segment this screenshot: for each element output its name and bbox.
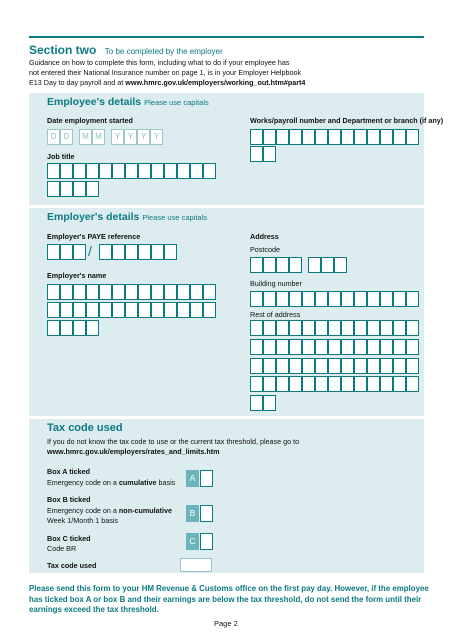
entry-box[interactable] xyxy=(354,320,367,336)
entry-box[interactable] xyxy=(367,339,380,355)
entry-box[interactable] xyxy=(406,339,419,355)
entry-box[interactable] xyxy=(341,320,354,336)
entry-box[interactable] xyxy=(86,302,99,318)
paye-box[interactable] xyxy=(99,244,112,260)
date-box-y1[interactable]: Y xyxy=(111,129,124,145)
entry-box[interactable] xyxy=(276,291,289,307)
entry-box[interactable] xyxy=(406,129,419,145)
box-a-letter: A xyxy=(186,470,199,487)
rest-of-address-row-2[interactable] xyxy=(250,339,419,356)
entry-box[interactable] xyxy=(47,320,60,336)
entry-box[interactable] xyxy=(125,302,138,318)
entry-box[interactable] xyxy=(328,376,341,392)
entry-box[interactable] xyxy=(250,146,263,162)
employer-details-title xyxy=(47,211,207,223)
entry-box[interactable] xyxy=(302,129,315,145)
employee-details-heading: Employee's details xyxy=(47,96,142,108)
entry-box[interactable] xyxy=(341,339,354,355)
entry-box[interactable] xyxy=(380,291,393,307)
entry-box[interactable] xyxy=(47,163,60,179)
entry-box[interactable] xyxy=(263,291,276,307)
entry-box[interactable] xyxy=(328,129,341,145)
entry-box[interactable] xyxy=(203,284,216,300)
entry-box[interactable] xyxy=(138,284,151,300)
entry-box[interactable] xyxy=(315,376,328,392)
section-title: Section two xyxy=(29,43,97,57)
entry-box[interactable] xyxy=(250,339,263,355)
employee-details-subtitle: Please use capitals xyxy=(144,98,209,107)
entry-box[interactable] xyxy=(112,302,125,318)
section-heading xyxy=(29,41,223,59)
job-title-row-1[interactable] xyxy=(47,163,216,180)
entry-box[interactable] xyxy=(354,358,367,374)
entry-box[interactable] xyxy=(60,302,73,318)
paye-box[interactable] xyxy=(164,244,177,260)
entry-box[interactable] xyxy=(164,163,177,179)
box-a-title: Box A ticked xyxy=(47,467,91,476)
entry-box[interactable] xyxy=(393,129,406,145)
box-a-desc-suffix: basis xyxy=(156,478,176,487)
entry-box[interactable] xyxy=(60,181,73,197)
box-b-letter: B xyxy=(186,505,199,522)
entry-box[interactable] xyxy=(177,163,190,179)
employer-details-heading: Employer's details xyxy=(47,211,140,223)
postcode-label: Postcode xyxy=(250,245,280,254)
rest-of-address-row-4[interactable] xyxy=(250,376,419,393)
paye-box[interactable] xyxy=(112,244,125,260)
entry-box[interactable] xyxy=(341,129,354,145)
footer-note xyxy=(29,584,429,616)
box-c-title: Box C ticked xyxy=(47,534,91,543)
box-a-desc xyxy=(47,478,175,487)
entry-box[interactable] xyxy=(393,358,406,374)
box-b-desc-line2: Week 1/Month 1 basis xyxy=(47,516,118,525)
box-b-title: Box B ticked xyxy=(47,495,91,504)
entry-box[interactable] xyxy=(190,284,203,300)
entry-box[interactable] xyxy=(302,339,315,355)
entry-box[interactable] xyxy=(250,291,263,307)
entry-box[interactable] xyxy=(60,320,73,336)
entry-box[interactable] xyxy=(125,284,138,300)
guidance-line-3-text: E13 Day to day payroll and at xyxy=(29,78,126,87)
entry-box[interactable] xyxy=(112,163,125,179)
works-number-row-2[interactable] xyxy=(250,146,276,163)
postcode-box[interactable] xyxy=(334,257,347,273)
box-a-checkbox[interactable] xyxy=(200,470,213,487)
entry-box[interactable] xyxy=(380,376,393,392)
entry-box[interactable] xyxy=(328,320,341,336)
entry-box[interactable] xyxy=(151,284,164,300)
tax-intro-line: If you do not know the tax code to use or the current tax threshold, please go to xyxy=(47,437,300,446)
entry-box[interactable] xyxy=(393,320,406,336)
paye-box[interactable] xyxy=(125,244,138,260)
entry-box[interactable] xyxy=(263,320,276,336)
box-a-desc-bold: cumulative xyxy=(118,478,157,487)
employee-details-title xyxy=(47,96,209,108)
entry-box[interactable] xyxy=(328,339,341,355)
entry-box[interactable] xyxy=(73,320,86,336)
date-started-label: Date employment started xyxy=(47,116,133,125)
entry-box[interactable] xyxy=(276,320,289,336)
entry-box[interactable] xyxy=(289,291,302,307)
entry-box[interactable] xyxy=(328,358,341,374)
top-rule xyxy=(29,36,424,38)
entry-box[interactable] xyxy=(177,284,190,300)
paye-reference-label: Employer's PAYE reference xyxy=(47,232,141,241)
entry-box[interactable] xyxy=(341,358,354,374)
entry-box[interactable] xyxy=(393,291,406,307)
entry-box[interactable] xyxy=(263,376,276,392)
box-c-desc: Code BR xyxy=(47,544,77,553)
entry-box[interactable] xyxy=(315,291,328,307)
job-title-row-2[interactable] xyxy=(47,181,99,198)
entry-box[interactable] xyxy=(250,320,263,336)
box-a-desc-prefix: Emergency code on a xyxy=(47,478,119,487)
postcode-box[interactable] xyxy=(276,257,289,273)
guidance-line-3 xyxy=(29,78,305,87)
entry-box[interactable] xyxy=(380,358,393,374)
entry-box[interactable] xyxy=(73,302,86,318)
paye-box[interactable] xyxy=(138,244,151,260)
box-b-desc xyxy=(47,506,172,515)
postcode-box[interactable] xyxy=(289,257,302,273)
entry-box[interactable] xyxy=(138,302,151,318)
entry-box[interactable] xyxy=(406,320,419,336)
entry-box[interactable] xyxy=(302,291,315,307)
paye-reference-field[interactable] xyxy=(47,244,177,261)
date-box-y2[interactable]: Y xyxy=(124,129,137,145)
paye-slash: / xyxy=(88,243,92,259)
guidance-link[interactable]: www.hmrc.gov.uk/employers/working_out.htm#part4 xyxy=(125,78,306,87)
date-box-d2[interactable]: D xyxy=(60,129,73,145)
date-box-d1[interactable]: D xyxy=(47,129,60,145)
postcode-box[interactable] xyxy=(263,257,276,273)
paye-box[interactable] xyxy=(60,244,73,260)
entry-box[interactable] xyxy=(276,339,289,355)
entry-box[interactable] xyxy=(73,181,86,197)
entry-box[interactable] xyxy=(151,163,164,179)
paye-box[interactable] xyxy=(151,244,164,260)
entry-box[interactable] xyxy=(380,339,393,355)
box-b-desc-prefix: Emergency code on a xyxy=(47,506,119,515)
entry-box[interactable] xyxy=(367,376,380,392)
entry-box[interactable] xyxy=(302,358,315,374)
building-number-field[interactable] xyxy=(250,291,419,308)
entry-box[interactable] xyxy=(354,376,367,392)
entry-box[interactable] xyxy=(367,320,380,336)
entry-box[interactable] xyxy=(250,395,263,411)
entry-box[interactable] xyxy=(164,284,177,300)
entry-box[interactable] xyxy=(406,358,419,374)
guidance-line-1: Guidance on how to complete this form, including what to do if your employee has xyxy=(29,58,290,67)
postcode-field[interactable] xyxy=(250,257,350,274)
entry-box[interactable] xyxy=(99,302,112,318)
entry-box[interactable] xyxy=(86,163,99,179)
works-number-label: Works/payroll number and Department or branch (if any) xyxy=(250,116,444,125)
footer-note-line-2: has ticked box A or box B and their earnings are below the tax threshold, do not send the form until their xyxy=(29,594,422,604)
entry-box[interactable] xyxy=(250,376,263,392)
postcode-box[interactable] xyxy=(308,257,321,273)
entry-box[interactable] xyxy=(380,129,393,145)
entry-box[interactable] xyxy=(250,358,263,374)
entry-box[interactable] xyxy=(60,163,73,179)
tax-rates-link[interactable]: www.hmrc.gov.uk/employers/rates_and_limits.htm xyxy=(47,447,220,456)
guidance-line-2: not entered their National Insurance number on page 1, is in your Employer Helpbook xyxy=(29,68,302,77)
employer-name-row-3[interactable] xyxy=(47,320,99,337)
entry-box[interactable] xyxy=(276,376,289,392)
employer-name-row-2[interactable] xyxy=(47,302,216,319)
entry-box[interactable] xyxy=(60,284,73,300)
entry-box[interactable] xyxy=(289,376,302,392)
entry-box[interactable] xyxy=(263,339,276,355)
entry-box[interactable] xyxy=(315,129,328,145)
entry-box[interactable] xyxy=(354,291,367,307)
date-box-y4[interactable]: Y xyxy=(150,129,163,145)
entry-box[interactable] xyxy=(250,129,263,145)
entry-box[interactable] xyxy=(315,339,328,355)
employer-name-label: Employer's name xyxy=(47,271,107,280)
entry-box[interactable] xyxy=(86,181,99,197)
entry-box[interactable] xyxy=(112,284,125,300)
entry-box[interactable] xyxy=(367,358,380,374)
entry-box[interactable] xyxy=(190,163,203,179)
address-label: Address xyxy=(250,232,279,241)
rest-of-address-row-1[interactable] xyxy=(250,320,419,337)
entry-box[interactable] xyxy=(73,163,86,179)
entry-box[interactable] xyxy=(263,129,276,145)
entry-box[interactable] xyxy=(328,291,341,307)
entry-box[interactable] xyxy=(190,302,203,318)
works-number-row-1[interactable] xyxy=(250,129,419,146)
entry-box[interactable] xyxy=(86,320,99,336)
page-number: Page 2 xyxy=(214,619,238,628)
date-box-y3[interactable]: Y xyxy=(137,129,150,145)
tax-code-title: Tax code used xyxy=(47,422,123,434)
entry-box[interactable] xyxy=(354,339,367,355)
entry-box[interactable] xyxy=(354,129,367,145)
entry-box[interactable] xyxy=(203,163,216,179)
entry-box[interactable] xyxy=(302,376,315,392)
entry-box[interactable] xyxy=(393,376,406,392)
rest-of-address-row-3[interactable] xyxy=(250,358,419,375)
entry-box[interactable] xyxy=(99,163,112,179)
entry-box[interactable] xyxy=(125,163,138,179)
entry-box[interactable] xyxy=(73,284,86,300)
entry-box[interactable] xyxy=(263,395,276,411)
entry-box[interactable] xyxy=(367,129,380,145)
entry-box[interactable] xyxy=(315,320,328,336)
paye-box[interactable] xyxy=(73,244,86,260)
date-box-m2[interactable]: M xyxy=(92,129,105,145)
tax-code-used-label: Tax code used xyxy=(47,561,97,570)
entry-box[interactable] xyxy=(406,291,419,307)
job-title-label: Job title xyxy=(47,152,75,161)
entry-box[interactable] xyxy=(289,129,302,145)
entry-box[interactable] xyxy=(47,181,60,197)
rest-of-address-label: Rest of address xyxy=(250,310,301,319)
postcode-box[interactable] xyxy=(250,257,263,273)
box-c-checkbox[interactable] xyxy=(200,533,213,550)
employer-details-subtitle: Please use capitals xyxy=(142,213,207,222)
entry-box[interactable] xyxy=(289,358,302,374)
date-started-field[interactable] xyxy=(47,129,160,146)
entry-box[interactable] xyxy=(276,358,289,374)
entry-box[interactable] xyxy=(341,376,354,392)
footer-note-line-3: earnings exceed the tax threshold. xyxy=(29,605,159,614)
entry-box[interactable] xyxy=(406,376,419,392)
entry-box[interactable] xyxy=(47,302,60,318)
entry-box[interactable] xyxy=(276,129,289,145)
entry-box[interactable] xyxy=(315,358,328,374)
entry-box[interactable] xyxy=(99,284,112,300)
building-number-label: Building number xyxy=(250,279,302,288)
box-b-checkbox[interactable] xyxy=(200,505,213,522)
entry-box[interactable] xyxy=(138,163,151,179)
tax-code-input[interactable] xyxy=(180,558,212,572)
box-c-letter: C xyxy=(186,533,199,550)
entry-box[interactable] xyxy=(289,339,302,355)
section-subtitle: To be completed by the employer xyxy=(104,47,223,56)
entry-box[interactable] xyxy=(289,320,302,336)
entry-box[interactable] xyxy=(263,146,276,162)
entry-box[interactable] xyxy=(86,284,99,300)
postcode-box[interactable] xyxy=(321,257,334,273)
entry-box[interactable] xyxy=(164,302,177,318)
paye-box[interactable] xyxy=(47,244,60,260)
entry-box[interactable] xyxy=(47,284,60,300)
rest-of-address-row-5[interactable] xyxy=(250,395,276,412)
entry-box[interactable] xyxy=(380,320,393,336)
entry-box[interactable] xyxy=(302,320,315,336)
entry-box[interactable] xyxy=(367,291,380,307)
date-box-m1[interactable]: M xyxy=(79,129,92,145)
entry-box[interactable] xyxy=(393,339,406,355)
entry-box[interactable] xyxy=(203,302,216,318)
footer-note-line-1: Please send this form to your HM Revenue & Customs office on the first pay day. However, if the employee xyxy=(29,584,429,593)
entry-box[interactable] xyxy=(263,358,276,374)
entry-box[interactable] xyxy=(151,302,164,318)
entry-box[interactable] xyxy=(177,302,190,318)
employer-name-row-1[interactable] xyxy=(47,284,216,301)
box-b-desc-bold: non-cumulative xyxy=(118,506,173,515)
entry-box[interactable] xyxy=(341,291,354,307)
